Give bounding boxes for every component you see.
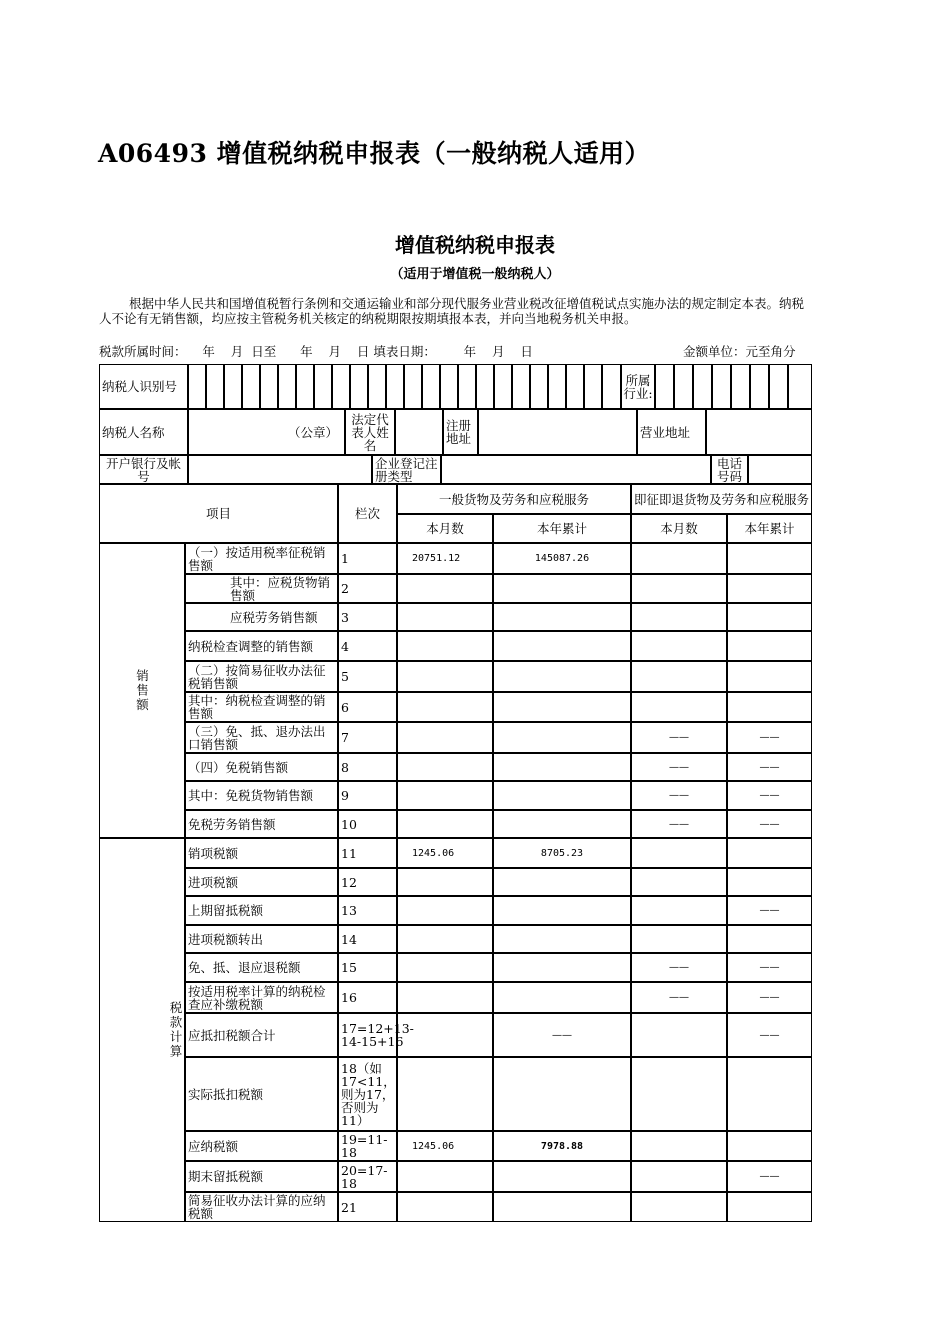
amount-cell[interactable]	[493, 781, 631, 810]
amount-cell[interactable]	[493, 953, 631, 982]
amount-cell[interactable]	[727, 574, 812, 603]
row-label: 纳税检查调整的销售额	[185, 631, 338, 661]
taxpayer-id-digit[interactable]	[494, 364, 512, 409]
not-applicable-cell: ——	[631, 781, 727, 810]
row-number: 17=12+13-14-15+16	[338, 1013, 397, 1057]
amount-cell[interactable]	[397, 1161, 493, 1192]
amount-cell[interactable]	[397, 692, 493, 722]
row-number: 11	[338, 838, 397, 868]
amount-cell[interactable]	[493, 1192, 631, 1222]
taxpayer-name-label: 纳税人名称	[99, 409, 188, 455]
row-label: （三）免、抵、退办法出口销售额	[185, 722, 338, 753]
not-applicable-cell: ——	[631, 953, 727, 982]
not-applicable-cell: ——	[631, 810, 727, 838]
amount-cell[interactable]: 7978.88	[493, 1131, 631, 1161]
amount-cell[interactable]	[631, 1131, 727, 1161]
bank-account-label: 开户银行及帐号	[99, 455, 188, 484]
amount-cell[interactable]	[493, 753, 631, 781]
taxpayer-id-digit[interactable]	[422, 364, 440, 409]
row-label: 其中：纳税检查调整的销售额	[185, 692, 338, 722]
form-subtitle: （适用于增值税一般纳税人）	[390, 267, 560, 282]
row-label: 销项税额	[185, 838, 338, 868]
amount-cell[interactable]: 20751.12	[397, 543, 493, 574]
amount-unit: 金额单位：元至角分	[683, 344, 796, 359]
industry-digit[interactable]	[693, 364, 712, 409]
row-number: 19=11-18	[338, 1131, 397, 1161]
document-title: A06493 增值税纳税申报表（一般纳税人适用）	[98, 139, 651, 168]
amount-cell[interactable]	[493, 1161, 631, 1192]
amount-cell[interactable]	[397, 574, 493, 603]
row-number: 12	[338, 868, 397, 896]
row-label: 简易征收办法计算的应纳税额	[185, 1192, 338, 1222]
not-applicable-cell: ——	[727, 722, 812, 753]
phone-field[interactable]	[748, 455, 812, 484]
amount-cell[interactable]	[493, 692, 631, 722]
row-number: 21	[338, 1192, 397, 1222]
amount-cell[interactable]: 1245.06	[397, 1131, 493, 1161]
row-number: 4	[338, 631, 397, 661]
amount-cell[interactable]	[631, 574, 727, 603]
amount-cell[interactable]	[727, 1192, 812, 1222]
amount-cell[interactable]	[397, 810, 493, 838]
not-applicable-cell: ——	[727, 781, 812, 810]
row-number: 2	[338, 574, 397, 603]
row-number: 9	[338, 781, 397, 810]
industry-digit[interactable]	[655, 364, 674, 409]
amount-cell[interactable]	[631, 868, 727, 896]
amount-cell[interactable]	[631, 1192, 727, 1222]
row-label: 免税劳务销售额	[185, 810, 338, 838]
amount-cell[interactable]	[397, 982, 493, 1013]
not-applicable-cell: ——	[727, 896, 812, 925]
amount-cell[interactable]	[727, 925, 812, 953]
taxpayer-id-digit[interactable]	[386, 364, 404, 409]
amount-cell[interactable]	[631, 1013, 727, 1057]
phone-label: 电话号码	[711, 455, 748, 484]
taxpayer-id-digit[interactable]	[206, 364, 224, 409]
row-number: 14	[338, 925, 397, 953]
tax-period: 税款所属时间： 年 月 日至 年 月 日 填表日期： 年 月 日	[99, 344, 533, 359]
section-sales-label: 销售额	[134, 668, 150, 713]
row-number: 10	[338, 810, 397, 838]
amount-cell[interactable]	[397, 925, 493, 953]
taxpayer-id-digit[interactable]	[278, 364, 296, 409]
amount-cell[interactable]	[727, 1057, 812, 1131]
taxpayer-id-digit[interactable]	[332, 364, 350, 409]
amount-cell[interactable]	[397, 953, 493, 982]
amount-cell[interactable]	[493, 810, 631, 838]
amount-cell[interactable]: 8705.23	[493, 838, 631, 868]
industry-digit[interactable]	[674, 364, 693, 409]
row-number: 3	[338, 603, 397, 631]
amount-cell[interactable]	[727, 868, 812, 896]
col-general-header: 一般货物及劳务和应税服务	[397, 484, 631, 514]
taxpayer-name-field[interactable]: （公章）	[188, 409, 345, 455]
taxpayer-id-digit[interactable]	[260, 364, 278, 409]
taxpayer-id-digit[interactable]	[440, 364, 458, 409]
amount-cell[interactable]	[493, 982, 631, 1013]
industry-digit[interactable]	[712, 364, 731, 409]
amount-cell[interactable]	[727, 692, 812, 722]
col-this-month: 本月数	[631, 514, 727, 543]
col-row-no-header: 栏次	[338, 484, 397, 543]
amount-cell[interactable]	[397, 868, 493, 896]
amount-cell[interactable]	[493, 1057, 631, 1131]
taxpayer-id-digit[interactable]	[566, 364, 584, 409]
amount-cell[interactable]	[631, 1161, 727, 1192]
not-applicable-cell: ——	[727, 753, 812, 781]
section-sales	[99, 543, 185, 838]
taxpayer-id-digit[interactable]	[458, 364, 476, 409]
row-label: 按适用税率计算的纳税检查应补缴税额	[185, 982, 338, 1013]
taxpayer-id-digit[interactable]	[602, 364, 621, 409]
row-number: 1	[338, 543, 397, 574]
legal-rep-field[interactable]	[395, 409, 443, 455]
amount-cell[interactable]	[727, 631, 812, 661]
section-tax-calc	[99, 838, 185, 1222]
industry-digit[interactable]	[788, 364, 812, 409]
section-tax-calc-label: 税款计算	[168, 1001, 183, 1059]
amount-cell[interactable]	[727, 603, 812, 631]
bank-account-field[interactable]	[188, 455, 372, 484]
col-year-total: 本年累计	[727, 514, 812, 543]
amount-cell[interactable]	[727, 661, 812, 692]
industry-label: 所属行业:	[621, 364, 655, 409]
row-label: 其中：应税货物销售额	[185, 574, 338, 603]
row-number: 15	[338, 953, 397, 982]
legal-rep-label: 法定代表人姓名	[345, 409, 395, 455]
business-address-field[interactable]	[706, 409, 812, 455]
amount-cell[interactable]: 1245.06	[397, 838, 493, 868]
not-applicable-cell: ——	[727, 953, 812, 982]
row-number: 16	[338, 982, 397, 1013]
amount-cell[interactable]: 145087.26	[493, 543, 631, 574]
reg-type-field[interactable]	[441, 455, 711, 484]
row-label: （二）按简易征收办法征税销售额	[185, 661, 338, 692]
row-number: 8	[338, 753, 397, 781]
amount-cell[interactable]	[727, 1131, 812, 1161]
row-label: 期末留抵税额	[185, 1161, 338, 1192]
amount-cell[interactable]	[397, 631, 493, 661]
taxpayer-id-digit[interactable]	[404, 364, 422, 409]
amount-cell[interactable]	[397, 1013, 493, 1057]
row-number: 20=17-18	[338, 1161, 397, 1192]
taxpayer-id-label: 纳税人识别号	[99, 364, 188, 409]
reg-address-label: 注册地址	[443, 409, 478, 455]
amount-cell[interactable]	[493, 631, 631, 661]
reg-address-field[interactable]	[478, 409, 637, 455]
row-number: 6	[338, 692, 397, 722]
amount-cell[interactable]	[397, 603, 493, 631]
industry-digit[interactable]	[731, 364, 750, 409]
row-label: 其中：免税货物销售额	[185, 781, 338, 810]
not-applicable-cell: ——	[631, 753, 727, 781]
row-label: 上期留抵税额	[185, 896, 338, 925]
row-number: 5	[338, 661, 397, 692]
industry-digit[interactable]	[750, 364, 769, 409]
col-refund-header: 即征即退货物及劳务和应税服务	[631, 484, 812, 514]
taxpayer-id-digit[interactable]	[368, 364, 386, 409]
amount-cell[interactable]	[727, 543, 812, 574]
amount-cell[interactable]	[493, 661, 631, 692]
amount-cell[interactable]	[631, 1057, 727, 1131]
col-this-month: 本月数	[397, 514, 493, 543]
industry-digit[interactable]	[769, 364, 788, 409]
taxpayer-id-digit[interactable]	[512, 364, 530, 409]
amount-cell[interactable]	[727, 838, 812, 868]
row-label: 应抵扣税额合计	[185, 1013, 338, 1057]
not-applicable-cell: ——	[727, 982, 812, 1013]
form-intro: 根据中华人民共和国增值税暂行条例和交通运输业和部分现代服务业营业税改征增值税试点实施办法的规定制定本表。纳税人不论有无销售额，均应按主管税务机关核定的纳税期限按期填报本表，并向当地税务机关申报。	[99, 296, 805, 326]
row-number: 13	[338, 896, 397, 925]
col-item-header: 项目	[99, 484, 338, 543]
row-label: （一）按适用税率征税销售额	[185, 543, 338, 574]
amount-cell[interactable]	[631, 543, 727, 574]
form-title: 增值税纳税申报表	[395, 233, 555, 257]
row-label: 实际抵扣税额	[185, 1057, 338, 1131]
amount-cell[interactable]	[493, 603, 631, 631]
amount-cell[interactable]	[493, 925, 631, 953]
amount-cell[interactable]	[397, 1192, 493, 1222]
amount-cell[interactable]	[397, 1057, 493, 1131]
taxpayer-id-digit[interactable]	[548, 364, 566, 409]
row-number: 18（如17<11，则为17，否则为11）	[338, 1057, 397, 1131]
not-applicable-cell: ——	[493, 1013, 631, 1057]
amount-cell[interactable]	[493, 868, 631, 896]
amount-cell[interactable]	[493, 896, 631, 925]
amount-cell[interactable]	[397, 896, 493, 925]
not-applicable-cell: ——	[631, 722, 727, 753]
amount-cell[interactable]	[397, 781, 493, 810]
row-label: （四）免税销售额	[185, 753, 338, 781]
row-label: 免、抵、退应退税额	[185, 953, 338, 982]
not-applicable-cell: ——	[727, 810, 812, 838]
amount-cell[interactable]	[631, 631, 727, 661]
amount-cell[interactable]	[397, 753, 493, 781]
amount-cell[interactable]	[493, 574, 631, 603]
business-address-label: 营业地址	[637, 409, 706, 455]
taxpayer-id-digit[interactable]	[224, 364, 242, 409]
amount-cell[interactable]	[493, 722, 631, 753]
row-label: 应税劳务销售额	[185, 603, 338, 631]
taxpayer-id-digit[interactable]	[476, 364, 494, 409]
col-year-total: 本年累计	[493, 514, 631, 543]
taxpayer-id-digit[interactable]	[242, 364, 260, 409]
amount-cell[interactable]	[397, 722, 493, 753]
taxpayer-id-digit[interactable]	[584, 364, 602, 409]
taxpayer-id-digit[interactable]	[530, 364, 548, 409]
amount-cell[interactable]	[631, 896, 727, 925]
not-applicable-cell: ——	[727, 1161, 812, 1192]
taxpayer-id-digit[interactable]	[296, 364, 314, 409]
amount-cell[interactable]	[397, 661, 493, 692]
amount-cell[interactable]	[631, 838, 727, 868]
reg-type-label: 企业登记注册类型	[372, 455, 441, 484]
amount-cell[interactable]	[631, 692, 727, 722]
taxpayer-id-digit[interactable]	[188, 364, 206, 409]
amount-cell[interactable]	[631, 925, 727, 953]
taxpayer-id-digit[interactable]	[350, 364, 368, 409]
row-label: 进项税额转出	[185, 925, 338, 953]
not-applicable-cell: ——	[727, 1013, 812, 1057]
amount-cell[interactable]	[631, 603, 727, 631]
taxpayer-id-digit[interactable]	[314, 364, 332, 409]
row-number: 7	[338, 722, 397, 753]
amount-cell[interactable]	[631, 661, 727, 692]
not-applicable-cell: ——	[631, 982, 727, 1013]
row-label: 进项税额	[185, 868, 338, 896]
row-label: 应纳税额	[185, 1131, 338, 1161]
